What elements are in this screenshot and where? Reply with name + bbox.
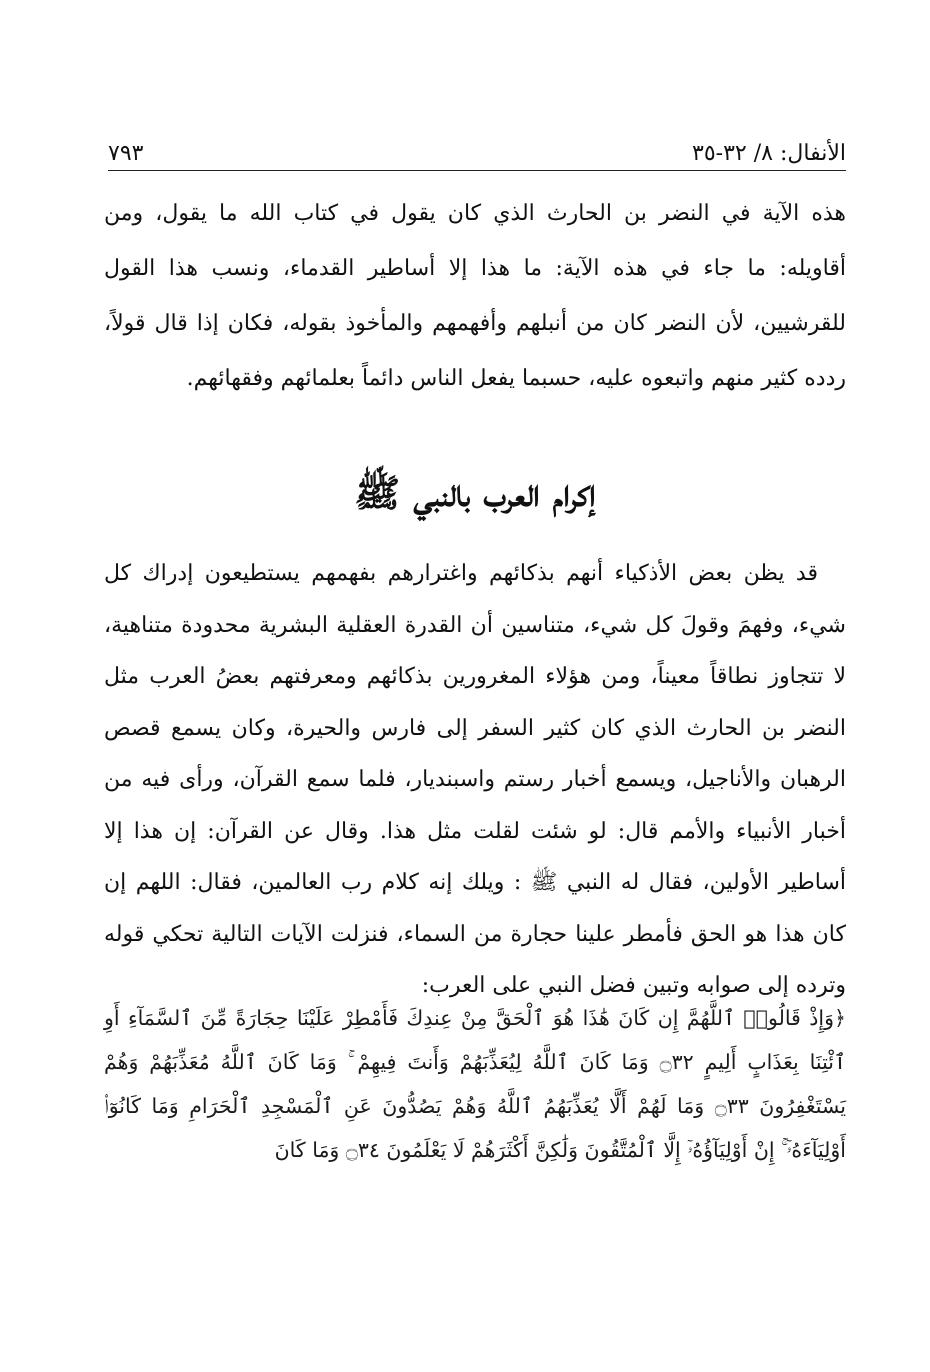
main-paragraph-block	[104, 548, 846, 1012]
intro-paragraph-block	[104, 186, 846, 406]
section-title: إكرام العرب بالنبي ﷺ	[354, 470, 596, 515]
quran-verses-block	[104, 996, 846, 1172]
intro-paragraph: هذه الآية في النضر بن الحارث الذي كان يقول في كتاب الله ما يقول، ومن أقاويله: ما جاء في هذه الآية: ما هذا إلا أساطير القدماء، ونسب هذا القول للقرشيين، لأن النضر كان من أنبلهم وأفهمهم والمأخوذ بقوله، فكان إذا قال قولاً، ردده كثير منهم واتبعوه عليه، حسبما يفعل الناس دائماً بعلمائهم وفقهائهم.	[104, 201, 846, 391]
quran-verses: ﴿وَإِذْ قَالُوا۟ ٱللَّهُمَّ إِن كَانَ هَٰذَا هُوَ ٱلْحَقَّ مِنْ عِندِكَ فَأَمْطِرْ عَلَيْنَا حِجَارَةً مِّنَ ٱلسَّمَآءِ أَوِ ٱئْتِنَا بِعَذَابٍ أَلِيمٍ ۝٣٢ وَمَا كَانَ ٱللَّهُ لِيُعَذِّبَهُمْ وَأَنتَ فِيهِمْ ۚ وَمَا كَانَ ٱللَّهُ مُعَذِّبَهُمْ وَهُمْ يَسْتَغْفِرُونَ ۝٣٣ وَمَا لَهُمْ أَلَّا يُعَذِّبَهُمُ ٱللَّهُ وَهُمْ يَصُدُّونَ عَنِ ٱلْمَسْجِدِ ٱلْحَرَامِ وَمَا كَانُوٓا۟ أَوْلِيَآءَهُۥٓ ۚ إِنْ أَوْلِيَآؤُهُۥٓ إِلَّا ٱلْمُتَّقُونَ وَلَٰكِنَّ أَكْثَرَهُمْ لَا يَعْلَمُونَ ۝٣٤ وَمَا كَانَ	[104, 1006, 846, 1162]
page-header	[108, 122, 846, 166]
page-number: ٧٩٣	[108, 141, 144, 166]
header-rule	[108, 170, 846, 171]
main-paragraph: قد يظن بعض الأذكياء أنهم بذكائهم واغترارهم بفهمهم يستطيعون إدراك كل شيء، وفهمَ وقولَ كل شيء، متناسين أن القدرة العقلية البشرية محدودة متناهية، لا تتجاوز نطاقاً معيناً، ومن هؤلاء المغرورين بذكائهم ومعرفتهم بعضُ العرب مثل النضر بن الحارث الذي كان كثير السفر إلى فارس والحيرة، وكان يسمع قصص الرهبان والأناجيل، ويسمع أخبار رستم واسبنديار، فلما سمع القرآن، ورأى فيه من أخبار الأنبياء والأمم قال: لو شئت لقلت مثل هذا. وقال عن القرآن: إن هذا إلا أساطير الأولين، فقال له النبي ﷺ : ويلك إنه كلام رب العالمين، فقال: اللهم إن كان هذا هو الحق فأمطر علينا حجارة من السماء، فنزلت الآيات التالية تحكي قوله وترده إلى صوابه وتبين فضل النبي على العرب:	[104, 561, 846, 998]
surah-reference: الأنفال: ٨/ ٣٢-٣٥	[692, 141, 846, 166]
